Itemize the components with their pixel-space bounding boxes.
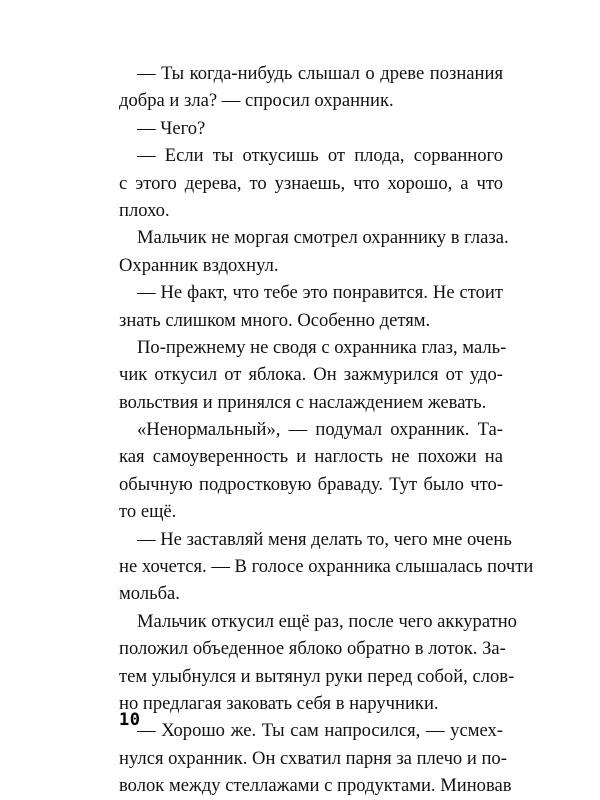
text-line: знать слишком много. Особенно детям.	[119, 309, 431, 331]
text-line: но предлагая заковать себя в наручники.	[119, 692, 439, 714]
page-number: 10	[119, 710, 141, 730]
text-line: чик откусил от яблока. Он зажмурился от удо-	[119, 364, 503, 386]
text-line: — Ты когда-нибудь слышал о древе познания	[137, 63, 503, 84]
text-line: нулся охранник. Он схватил парня за плечо и по-	[119, 747, 507, 769]
text-line: — Не заставляй меня делать то, чего мне очень	[137, 528, 512, 550]
text-line: волок между стеллажами с продуктами. Миновав	[119, 775, 512, 797]
text-line: обычную подростковую браваду. Тут было что-	[119, 473, 503, 495]
text-line: кая самоуверенность и наглость не похожи на	[119, 446, 503, 468]
text-line: не хочется. — В голосе охранника слышалась почти	[119, 556, 534, 578]
text-line: — Чего?	[137, 117, 206, 139]
text-line: Охранник вздохнул.	[119, 254, 279, 276]
text-line: — Не факт, что тебе это понравится. Не стоит	[137, 282, 503, 304]
text-line: Мальчик откусил ещё раз, после чего аккуратно	[137, 610, 517, 632]
text-line: положил объеденное яблоко обратно в лоток. За-	[119, 638, 506, 660]
text-line: мольба.	[119, 583, 180, 605]
body-text	[119, 60, 534, 800]
text-line: — Если ты откусишь от плода, сорванного	[137, 145, 503, 167]
text-line: то ещё.	[119, 501, 177, 523]
text-line: — Хорошо же. Ты сам напросился, — усмех-	[137, 720, 503, 742]
text-line: вольствия и принялся с наслаждением жевать.	[119, 391, 487, 413]
text-line: плохо.	[119, 199, 170, 221]
text-line: с этого дерева, то узнаешь, что хорошо, а что	[119, 172, 503, 194]
text-line: Мальчик не моргая смотрел охраннику в глаза.	[137, 227, 509, 249]
text-line: «Ненормальный», — подумал охранник. Та-	[137, 419, 503, 441]
text-line: тем улыбнулся и вытянул руки перед собой, слов-	[119, 665, 515, 687]
text-line: По-прежнему не сводя с охранника глаз, маль-	[137, 336, 507, 358]
text-line: добра и зла? — спросил охранник.	[119, 90, 394, 112]
